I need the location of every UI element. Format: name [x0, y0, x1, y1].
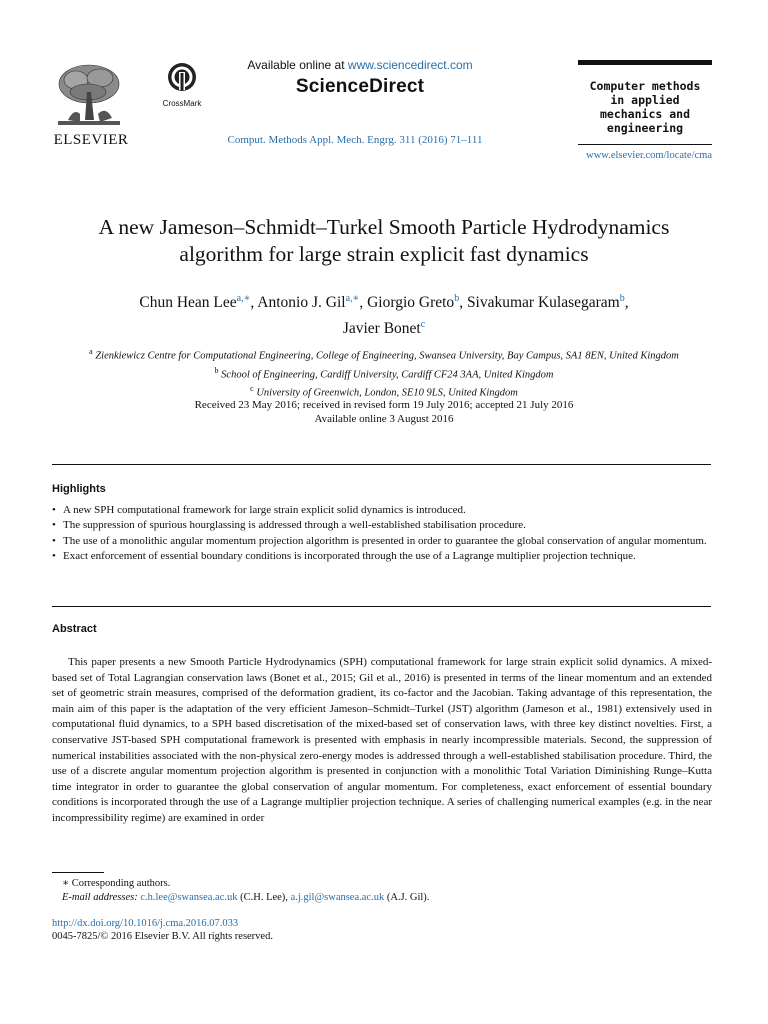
journal-rule — [578, 144, 712, 145]
author-affiliation-mark[interactable]: b — [619, 293, 625, 304]
author-name: Giorgio Greto — [367, 294, 455, 312]
author-affiliation-mark[interactable]: a,∗ — [345, 293, 360, 304]
affiliations — [40, 345, 728, 401]
elsevier-wordmark: ELSEVIER — [53, 132, 129, 148]
highlight-item: • Exact enforcement of essential boundary conditions is incorporated through the use of a Lagrange multiplier projection technique. — [52, 549, 712, 563]
divider — [52, 464, 711, 465]
abstract-text: This paper presents a new Smooth Particle Hydrodynamics (SPH) computational framework for large strain explicit solid dynamics. A mixed-based set of Total Lagrangian conservation laws (Bonet et al., 2015; Gil et al., 2016) is presented in terms of the linear momentum and an extended set of geometric strain measures, comprised of the deformation gradient, its co-factor and the Jacobian. Taking advantage of this representation, the main aim of this paper is the adaptation of the very efficient Jameson–Schmidt–Turkel (JST) algorithm (Jameson et al., 1981) extensively used in computational fluid dynamics, to a SPH based discretisation of the mixed-based set of conservation laws, with three key distinct novelties. First, a conservative JST-based SPH computational framework is presented with emphasis in nearly incompressible materials. Second, the suppression of numerical instabilities associated with the non-physical zero-energy modes is addressed through a well-established stabilisation procedure. Third, the use of a discrete angular momentum projection algorithm is presented in conjunction with a monolithic Total Variation Diminishing Runge–Kutta time integrator in order to guarantee the global conservation of angular momentum. For completeness, exact enforcement of essential boundary conditions is incorporated through the use of a Lagrange multiplier projection technique. A series of challenging numerical examples (e.g. in the near incompressibility regime) are examined in order — [52, 656, 712, 824]
copyright-line: 0045-7825/© 2016 Elsevier B.V. All rights reserved. — [52, 931, 273, 942]
author-separator: , — [624, 294, 629, 312]
sciencedirect-wordmark[interactable]: ScienceDirect — [295, 76, 425, 97]
author-name: Sivakumar Kulasegaram — [466, 294, 620, 312]
email-link[interactable]: c.h.lee@swansea.ac.uk — [140, 892, 238, 903]
sciencedirect-link[interactable]: www.sciencedirect.com — [347, 58, 473, 72]
author-list — [40, 288, 728, 340]
crossmark-badge[interactable] — [158, 62, 206, 112]
article-dates — [40, 398, 728, 426]
elsevier-logo[interactable] — [52, 62, 128, 148]
affiliation-text: School of Engineering, Cardiff University, Cardiff CF24 3AA, United Kingdom — [221, 369, 554, 380]
crossmark-label: CrossMark — [162, 99, 202, 108]
email-footnote — [52, 891, 712, 905]
corresponding-text: Corresponding authors. — [71, 878, 171, 889]
email-link[interactable]: a.j.gil@swansea.ac.uk — [290, 892, 385, 903]
email-owner: (C.H. Lee), — [237, 892, 291, 903]
journal-title-box — [578, 60, 712, 149]
journal-citation[interactable]: Comput. Methods Appl. Mech. Engrg. 311 (2016) 71–111 — [227, 134, 483, 146]
journal-title-line: mechanics and — [599, 107, 690, 121]
crossmark-icon — [167, 62, 197, 92]
affiliation-item — [40, 364, 728, 383]
affiliation-text: Zienkiewicz Centre for Computational Engineering, College of Engineering, Swansea University, Bay Campus, SA1 8EN, United Kingdom — [95, 350, 679, 362]
divider — [52, 606, 711, 607]
highlights-heading: Highlights — [52, 483, 106, 495]
corresponding-footnote — [52, 877, 712, 891]
author-name: Javier Bonet — [342, 320, 421, 338]
affiliation-item — [40, 345, 728, 364]
affiliation-mark: b — [214, 365, 219, 375]
affiliation-text: University of Greenwich, London, SE10 9LS, United Kingdom — [256, 387, 518, 399]
online-date: Available online 3 August 2016 — [314, 413, 454, 425]
highlights-list — [52, 503, 712, 564]
available-online-line — [220, 58, 500, 72]
journal-title — [578, 79, 712, 135]
highlight-item: • A new SPH computational framework for large strain explicit solid dynamics is introduced. — [52, 503, 712, 517]
email-owner: (A.J. Gil). — [384, 892, 430, 903]
author-separator: , — [359, 294, 368, 312]
author-affiliation-mark[interactable]: b — [454, 293, 460, 304]
footnote-rule — [52, 872, 104, 873]
author-affiliation-mark[interactable]: a,∗ — [236, 293, 251, 304]
highlight-item: • The suppression of spurious hourglassing is addressed through a well-established stabilisation procedure. — [52, 518, 712, 532]
abstract-heading: Abstract — [52, 623, 97, 635]
elsevier-tree-icon — [54, 62, 124, 128]
highlight-item: • The use of a monolithic angular momentum projection algorithm is presented in order to guarantee the global conservation of angular momentum. — [52, 534, 712, 548]
affiliation-mark: a — [89, 347, 93, 356]
journal-url-link[interactable]: www.elsevier.com/locate/cma — [586, 150, 712, 161]
author-name: Antonio J. Gil — [257, 294, 346, 312]
journal-title-line: engineering — [606, 121, 684, 135]
email-label: E-mail addresses: — [62, 892, 138, 903]
footnotes — [52, 877, 712, 905]
author-affiliation-mark[interactable]: c — [420, 319, 426, 331]
author-separator: , — [459, 294, 467, 312]
journal-title-line: Computer methods — [589, 79, 701, 93]
affiliation-mark: c — [250, 384, 254, 393]
paper-title — [40, 214, 728, 268]
received-dates: Received 23 May 2016; received in revised form 19 July 2016; accepted 21 July 2016 — [194, 399, 574, 411]
available-prefix: Available online at — [247, 58, 348, 72]
footnote-mark: ∗ — [62, 878, 70, 889]
doi-link[interactable]: http://dx.doi.org/10.1016/j.cma.2016.07.033 — [52, 918, 239, 929]
title-line: A new Jameson–Schmidt–Turkel Smooth Particle Hydrodynamics — [98, 215, 670, 239]
author-separator: , — [250, 294, 258, 312]
journal-title-line: in applied — [610, 93, 680, 107]
author-name: Chun Hean Lee — [139, 294, 237, 312]
title-line: algorithm for large strain explicit fast dynamics — [179, 242, 589, 266]
